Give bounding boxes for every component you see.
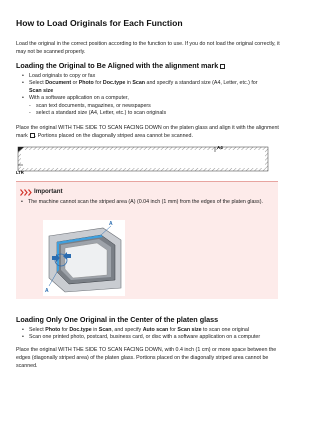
bold-term: Document (45, 80, 72, 87)
place-text-a: Place the original WITH THE SIDE TO SCAN FACING DOWN on the platen glass and align it with the alignment mark (16, 125, 279, 139)
page-title: How to Load Originals for Each Function (16, 18, 183, 28)
bullet-text: for (168, 327, 178, 333)
alignment-mark-icon (220, 64, 225, 69)
bold-term: Photo (78, 80, 94, 87)
section1-heading-text: Loading the Original to Be Aligned with the alignment mark (16, 61, 219, 70)
bullet-text: in (91, 327, 99, 333)
bullet-text: , and specify (111, 327, 143, 333)
scannable-area (21, 150, 265, 168)
section1-place-paragraph (16, 124, 284, 140)
bullet-text: or (71, 80, 79, 87)
bold-term: Auto scan (142, 327, 169, 333)
list-item (20, 73, 280, 80)
bold-term: Scan size (177, 327, 202, 333)
platen-glass-diagram (16, 146, 270, 174)
bullet-text: in (125, 80, 133, 87)
sub-list-item (29, 110, 280, 117)
section1-heading (16, 61, 225, 70)
section1-bullet-list (20, 73, 280, 117)
bold-term: Scan (132, 80, 146, 87)
bold-term: Scan size (29, 87, 54, 94)
bullet-text: Select (29, 80, 46, 87)
sub-item-text: select a standard size (A4, Letter, etc.) to scan originals (36, 110, 167, 117)
bullet-text: and specify a standard size (A4, Letter, etc.) for (145, 80, 258, 87)
sub-list-item (29, 103, 280, 110)
important-heading: Important (34, 188, 63, 195)
intro-paragraph: Load the original in the correct position according to the function to use. If you do not load the original correctly, it may not be scanned properly. (16, 41, 280, 55)
bullet-text: for (93, 80, 103, 87)
section2-bullet-list (20, 327, 290, 342)
label-a-top: A (109, 221, 113, 227)
bold-term: Doc.type (69, 327, 92, 333)
list-item (20, 334, 290, 341)
bullet-text: to scan one original (201, 327, 249, 333)
list-item (20, 95, 280, 117)
a4-label: A4 (217, 146, 223, 151)
bullet-text: With a software application on a computer, (29, 95, 129, 102)
bullet-text: Load originals to copy or fax (29, 73, 96, 79)
ltr-label: LTR (16, 170, 24, 174)
bold-term: Scan (98, 327, 112, 333)
original-document (65, 243, 107, 278)
sub-item-text: scan text documents, magazines, or newspapers (36, 102, 151, 109)
bullet-text: Select (29, 327, 46, 333)
bullet-text: Scan one printed photo, postcard, business card, or disc with a software application on a computer (29, 334, 261, 341)
bullet-text: for (60, 327, 70, 333)
bold-term: Doc.type (102, 80, 126, 87)
scanner-edge-illustration (43, 220, 125, 296)
bold-term: Photo (45, 327, 61, 333)
section2-heading: Loading Only One Original in the Center of the platen glass (16, 315, 219, 324)
important-notice-box (16, 181, 278, 299)
list-item (20, 80, 280, 95)
list-item (20, 327, 290, 334)
sub-list (29, 103, 280, 118)
important-text: The machine cannot scan the striped area (A) (0.04 inch (1 mm) from the edges of the platen glass). (28, 199, 263, 205)
important-list (19, 199, 274, 205)
place-text-b: . Portions placed on the diagonally striped area cannot be scanned. (34, 133, 193, 139)
section2-place-paragraph: Place the original WITH THE SIDE TO SCAN FACING DOWN, with 0.4 inch (1 cm) or more space between the edges (diagonally striped area) of the platen glass. Portions placed on the diagonally striped area cannot be scanned. (16, 347, 277, 369)
important-chevron-icon (20, 189, 32, 196)
list-item (19, 199, 274, 205)
label-a-bottom: A (45, 288, 49, 294)
